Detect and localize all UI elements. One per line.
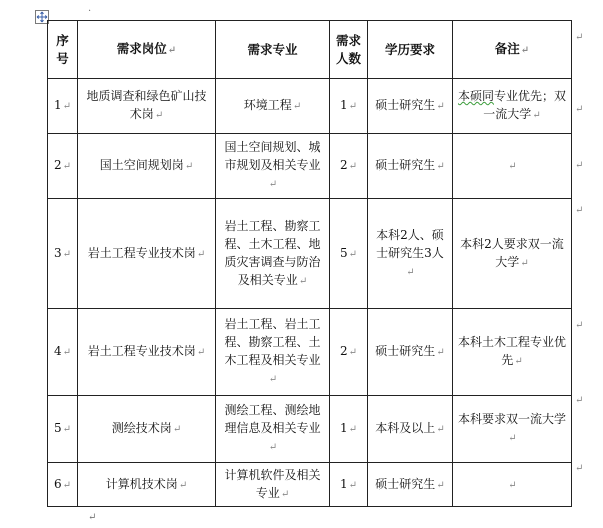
cell-notes: 本硕同专业优先；双一流大学↵	[453, 79, 572, 134]
requirements-table	[47, 20, 572, 507]
cell-position: 岩土工程专业技术岗↵	[78, 199, 216, 309]
cell-seq: 6↵	[48, 463, 78, 507]
cell-position: 国土空间规划岗↵	[78, 134, 216, 199]
row-end-mark: ↵	[575, 205, 584, 216]
cell-education: 本科2人、硕士研究生3人↵	[368, 199, 453, 309]
row-end-mark: ↵	[575, 104, 584, 115]
cell-count: 1↵	[330, 463, 368, 507]
paragraph-mark: ↵	[88, 512, 97, 523]
header-seq: 序号	[48, 21, 78, 79]
top-dot-mark: ·	[88, 6, 92, 17]
row-end-mark: ↵	[575, 32, 584, 43]
cell-notes: ↵	[453, 463, 572, 507]
header-count: 需求人数	[330, 21, 368, 79]
table-row	[48, 79, 572, 134]
cell-education: 硕士研究生↵	[368, 134, 453, 199]
cell-notes: 本科要求双一流大学↵	[453, 396, 572, 463]
cell-seq: 1↵	[48, 79, 78, 134]
cell-education: 硕士研究生↵	[368, 309, 453, 396]
table-row	[48, 463, 572, 507]
cell-major: 岩土工程、勘察工程、土木工程、地质灾害调查与防治及相关专业↵	[216, 199, 330, 309]
cell-major: 岩土工程、岩土工程、勘察工程、土木工程及相关专业↵	[216, 309, 330, 396]
table-row	[48, 134, 572, 199]
header-notes: 备注↵	[453, 21, 572, 79]
row-end-mark: ↵	[575, 160, 584, 171]
cell-position: 岩土工程专业技术岗↵	[78, 309, 216, 396]
cell-position: 测绘技术岗↵	[78, 396, 216, 463]
cell-seq: 4↵	[48, 309, 78, 396]
cell-education: 硕士研究生↵	[368, 463, 453, 507]
cell-position: 计算机技术岗↵	[78, 463, 216, 507]
row-end-mark: ↵	[575, 463, 584, 474]
table-row	[48, 199, 572, 309]
cell-education: 硕士研究生↵	[368, 79, 453, 134]
header-education: 学历要求	[368, 21, 453, 79]
header-row	[48, 21, 572, 79]
cell-major: 测绘工程、测绘地理信息及相关专业↵	[216, 396, 330, 463]
cell-major: 国土空间规划、城市规划及相关专业↵	[216, 134, 330, 199]
cell-count: 2↵	[330, 309, 368, 396]
table-row	[48, 309, 572, 396]
table-row	[48, 396, 572, 463]
cell-count: 2↵	[330, 134, 368, 199]
cell-major: 环境工程↵	[216, 79, 330, 134]
cell-notes: 本科土木工程专业优先↵	[453, 309, 572, 396]
row-end-mark: ↵	[575, 320, 584, 331]
cell-education: 本科及以上↵	[368, 396, 453, 463]
row-end-mark: ↵	[575, 395, 584, 406]
header-position: 需求岗位↵	[78, 21, 216, 79]
cell-notes: ↵	[453, 134, 572, 199]
cell-count: 5↵	[330, 199, 368, 309]
cell-major: 计算机软件及相关专业↵	[216, 463, 330, 507]
cell-notes: 本科2人要求双一流大学↵	[453, 199, 572, 309]
cell-seq: 3↵	[48, 199, 78, 309]
cell-position: 地质调查和绿色矿山技术岗↵	[78, 79, 216, 134]
cell-count: 1↵	[330, 79, 368, 134]
cell-seq: 5↵	[48, 396, 78, 463]
cell-count: 1↵	[330, 396, 368, 463]
header-major: 需求专业	[216, 21, 330, 79]
cell-seq: 2↵	[48, 134, 78, 199]
